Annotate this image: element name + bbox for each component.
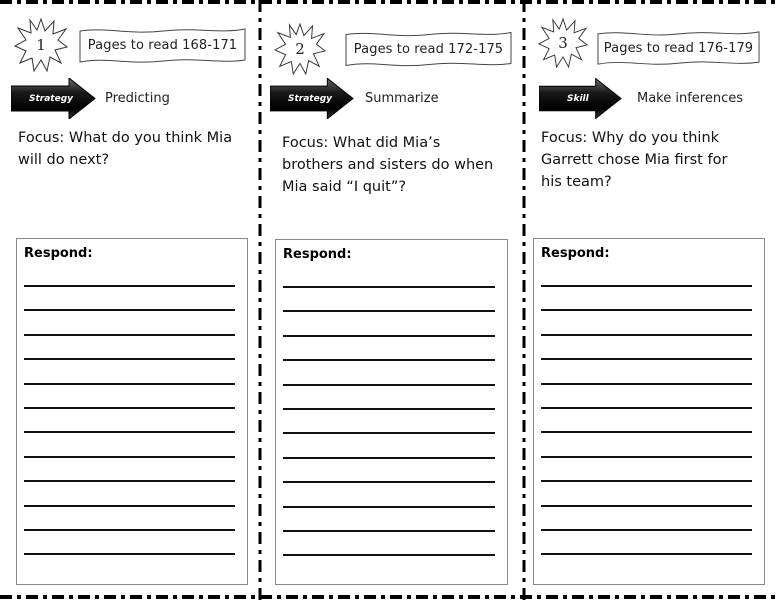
writing-line[interactable] (283, 335, 495, 337)
writing-line[interactable] (541, 285, 752, 287)
starburst-icon (274, 22, 326, 76)
respond-box[interactable] (16, 238, 248, 585)
writing-line[interactable] (24, 505, 235, 507)
strategy-value: Summarize (365, 91, 439, 106)
writing-line[interactable] (283, 432, 495, 434)
writing-line[interactable] (24, 334, 235, 336)
writing-line[interactable] (24, 383, 235, 385)
pages-to-read: Pages to read 172-175 (353, 41, 504, 57)
pages-banner (79, 27, 246, 64)
arrow-tag: Strategy (288, 93, 333, 104)
focus-line: Focus: Why do you think (541, 130, 720, 146)
writing-line[interactable] (24, 529, 235, 531)
respond-box[interactable] (275, 239, 508, 585)
writing-line[interactable] (24, 480, 235, 482)
writing-line[interactable] (24, 553, 235, 555)
writing-line[interactable] (541, 505, 752, 507)
focus-line: Focus: What did Mia’s (282, 135, 441, 151)
focus-question (282, 132, 520, 198)
writing-line[interactable] (283, 457, 495, 459)
writing-line[interactable] (24, 309, 235, 311)
focus-line: brothers and sisters do when (282, 157, 494, 173)
section-number: 3 (558, 34, 568, 52)
writing-line[interactable] (541, 334, 752, 336)
respond-label: Respond: (24, 246, 93, 261)
writing-line[interactable] (283, 481, 495, 483)
arrow-tag: Skill (567, 93, 589, 104)
focus-question (541, 127, 771, 193)
writing-line[interactable] (541, 456, 752, 458)
writing-line[interactable] (541, 358, 752, 360)
focus-line: his team? (541, 174, 612, 190)
writing-line[interactable] (283, 530, 495, 532)
panel-1 (0, 0, 258, 600)
arrow-tag: Strategy (29, 93, 74, 104)
panel-3 (526, 0, 776, 600)
writing-line[interactable] (283, 408, 495, 410)
panel-2 (262, 0, 522, 600)
pages-to-read: Pages to read 168-171 (87, 38, 238, 53)
pages-to-read: Pages to read 176-179 (603, 40, 754, 56)
starburst-icon (14, 17, 68, 73)
writing-line[interactable] (283, 359, 495, 361)
writing-line[interactable] (541, 529, 752, 531)
section-number: 2 (295, 40, 305, 58)
writing-line[interactable] (541, 431, 752, 433)
respond-label: Respond: (283, 247, 352, 262)
writing-line[interactable] (283, 554, 495, 556)
respond-label: Respond: (541, 246, 610, 261)
writing-line[interactable] (24, 358, 235, 360)
focus-question (18, 127, 253, 171)
focus-line: will do next? (18, 152, 110, 168)
writing-line[interactable] (541, 383, 752, 385)
respond-box[interactable] (533, 238, 765, 585)
pages-banner (345, 30, 512, 68)
starburst-icon (538, 17, 588, 69)
strategy-value: Predicting (105, 91, 170, 106)
section-number: 1 (36, 36, 46, 54)
writing-line[interactable] (541, 309, 752, 311)
focus-line: Garrett chose Mia first for (541, 152, 728, 168)
writing-line[interactable] (24, 285, 235, 287)
strategy-arrow (270, 78, 354, 119)
writing-line[interactable] (541, 480, 752, 482)
writing-line[interactable] (24, 456, 235, 458)
writing-line[interactable] (24, 431, 235, 433)
skill-arrow (539, 78, 622, 119)
writing-line[interactable] (541, 553, 752, 555)
writing-line[interactable] (283, 506, 495, 508)
strategy-arrow (11, 78, 96, 119)
skill-value: Make inferences (637, 91, 744, 106)
writing-line[interactable] (541, 407, 752, 409)
writing-line[interactable] (283, 310, 495, 312)
writing-line[interactable] (283, 384, 495, 386)
focus-line: Mia said “I quit”? (282, 179, 407, 195)
pages-banner (597, 29, 760, 67)
focus-line: Focus: What do you think Mia (18, 130, 233, 146)
writing-line[interactable] (283, 286, 495, 288)
writing-line[interactable] (24, 407, 235, 409)
